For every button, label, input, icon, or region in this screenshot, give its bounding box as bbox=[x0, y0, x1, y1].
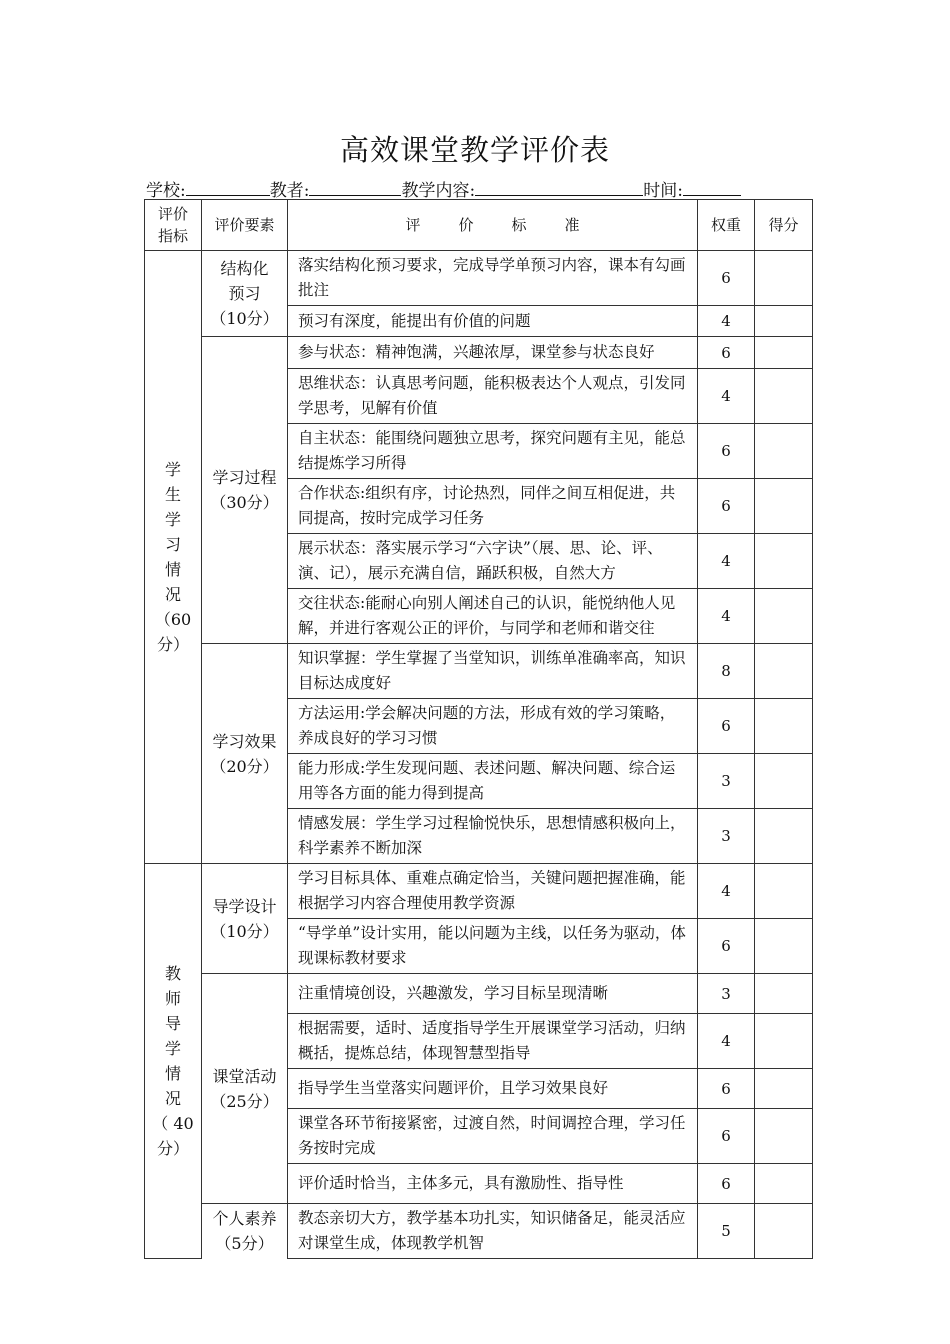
criteria-text: 指导学生当堂落实问题评价，且学习效果良好 bbox=[288, 1069, 698, 1109]
score-input-cell[interactable] bbox=[755, 1204, 813, 1259]
score-input-cell[interactable] bbox=[755, 699, 813, 754]
criteria-text: 能力形成:学生发现问题、表述问题、解决问题、综合运用等各方面的能力得到提高 bbox=[288, 754, 698, 809]
category-char: 况 bbox=[164, 1089, 181, 1108]
weight-value: 6 bbox=[698, 699, 755, 754]
weight-value: 6 bbox=[698, 424, 755, 479]
category-char: 情 bbox=[164, 1064, 181, 1083]
criteria-text: 知识掌握：学生掌握了当堂知识，训练单准确率高，知识目标达成度好 bbox=[288, 644, 698, 699]
element-name: 个人素养 bbox=[212, 1209, 277, 1229]
element-points: （10分） bbox=[210, 309, 279, 328]
category-char: 生 bbox=[164, 485, 181, 504]
criteria-text: 学习目标具体、重难点确定恰当，关键问题把握准确，能根据学习内容合理使用教学资源 bbox=[288, 864, 698, 919]
element-name: 学习效果 bbox=[212, 731, 277, 751]
criteria-text: 参与状态：精神饱满，兴趣浓厚，课堂参与状态良好 bbox=[288, 337, 698, 369]
score-input-cell[interactable] bbox=[755, 754, 813, 809]
school-field[interactable] bbox=[186, 179, 270, 196]
criteria-text: 注重情境创设，兴趣激发，学习目标呈现清晰 bbox=[288, 974, 698, 1014]
element-points: （5分） bbox=[215, 1234, 274, 1254]
criteria-text: 自主状态：能围绕问题独立思考，探究问题有主见，能总结提炼学习所得 bbox=[288, 424, 698, 479]
criteria-row bbox=[145, 644, 813, 699]
category-char: 情 bbox=[164, 560, 181, 579]
header-indicator: 评价指标 bbox=[145, 200, 202, 251]
criteria-text: “导学单”设计实用，能以问题为主线，以任务为驱动，体现课标教材要求 bbox=[288, 919, 698, 974]
criteria-row bbox=[145, 864, 813, 919]
category-points: （60分） bbox=[154, 610, 192, 654]
criteria-text: 思维状态：认真思考问题，能积极表达个人观点，引发同学思考，见解有价值 bbox=[288, 369, 698, 424]
weight-value: 4 bbox=[698, 534, 755, 589]
score-input-cell[interactable] bbox=[755, 644, 813, 699]
score-input-cell[interactable] bbox=[755, 974, 813, 1014]
weight-value: 4 bbox=[698, 589, 755, 644]
criteria-text: 评价适时恰当，主体多元，具有激励性、指导性 bbox=[288, 1164, 698, 1204]
teacher-label: 教者: bbox=[269, 181, 310, 201]
element-points: （30分） bbox=[210, 493, 279, 512]
category-char: 况 bbox=[164, 585, 181, 604]
score-input-cell[interactable] bbox=[755, 1069, 813, 1109]
weight-value: 6 bbox=[698, 251, 755, 306]
score-input-cell[interactable] bbox=[755, 809, 813, 864]
category-cell bbox=[145, 251, 202, 864]
category-char: 学 bbox=[164, 460, 181, 479]
weight-value: 6 bbox=[698, 919, 755, 974]
category-char: 导 bbox=[164, 1014, 181, 1033]
criteria-row bbox=[145, 974, 813, 1014]
weight-value: 4 bbox=[698, 1014, 755, 1069]
weight-value: 6 bbox=[698, 1164, 755, 1204]
header-score: 得分 bbox=[755, 200, 813, 251]
category-char: 教 bbox=[164, 964, 181, 983]
content-field[interactable] bbox=[475, 179, 643, 196]
score-input-cell[interactable] bbox=[755, 534, 813, 589]
category-char: 习 bbox=[164, 535, 181, 554]
criteria-text: 方法运用:学会解决问题的方法，形成有效的学习策略，养成良好的学习习惯 bbox=[288, 699, 698, 754]
time-label: 时间: bbox=[643, 181, 683, 201]
score-input-cell[interactable] bbox=[755, 589, 813, 644]
criteria-text: 落实结构化预习要求，完成导学单预习内容，课本有勾画批注 bbox=[288, 251, 698, 306]
weight-value: 4 bbox=[698, 306, 755, 337]
category-char: 学 bbox=[164, 1039, 181, 1058]
criteria-text: 情感发展：学生学习过程愉悦快乐，思想情感积极向上，科学素养不断加深 bbox=[288, 809, 698, 864]
weight-value: 3 bbox=[698, 974, 755, 1014]
weight-value: 4 bbox=[698, 864, 755, 919]
header-element: 评价要素 bbox=[202, 200, 288, 251]
element-cell bbox=[202, 251, 288, 337]
category-char: 学 bbox=[164, 510, 181, 529]
weight-value: 6 bbox=[698, 337, 755, 369]
header-weight: 权重 bbox=[698, 200, 755, 251]
criteria-row bbox=[145, 251, 813, 306]
criteria-text: 教态亲切大方，教学基本功扎实，知识储备足，能灵活应对课堂生成，体现教学机智 bbox=[288, 1204, 698, 1259]
score-input-cell[interactable] bbox=[755, 479, 813, 534]
weight-value: 3 bbox=[698, 754, 755, 809]
category-points: （ 40分） bbox=[152, 1114, 194, 1158]
evaluation-table bbox=[144, 199, 813, 1259]
criteria-text: 合作状态:组织有序，讨论热烈，同伴之间互相促进，共同提高，按时完成学习任务 bbox=[288, 479, 698, 534]
score-input-cell[interactable] bbox=[755, 424, 813, 479]
category-cell bbox=[145, 864, 202, 1259]
weight-value: 6 bbox=[698, 1109, 755, 1164]
school-label: 学校: bbox=[146, 181, 186, 201]
score-input-cell[interactable] bbox=[755, 337, 813, 369]
weight-value: 4 bbox=[698, 369, 755, 424]
score-input-cell[interactable] bbox=[755, 306, 813, 337]
criteria-text: 课堂各环节衔接紧密，过渡自然，时间调控合理，学习任务按时完成 bbox=[288, 1109, 698, 1164]
weight-value: 3 bbox=[698, 809, 755, 864]
element-cell bbox=[202, 337, 288, 644]
score-input-cell[interactable] bbox=[755, 1014, 813, 1069]
time-field[interactable] bbox=[683, 179, 741, 196]
page-title: 高效课堂教学评价表 bbox=[339, 133, 610, 167]
element-name: 导学设计 bbox=[212, 896, 277, 916]
element-name: 课堂活动 bbox=[212, 1066, 277, 1086]
score-input-cell[interactable] bbox=[755, 1164, 813, 1204]
score-input-cell[interactable] bbox=[755, 1109, 813, 1164]
score-input-cell[interactable] bbox=[755, 864, 813, 919]
score-input-cell[interactable] bbox=[755, 251, 813, 306]
element-points: （10分） bbox=[210, 921, 279, 941]
criteria-row bbox=[145, 337, 813, 369]
element-points: （20分） bbox=[210, 756, 279, 776]
header-criteria: 评价标准 bbox=[288, 200, 698, 251]
form-meta-line bbox=[146, 176, 846, 201]
criteria-text: 预习有深度，能提出有价值的问题 bbox=[288, 306, 698, 337]
category-char: 师 bbox=[164, 989, 181, 1008]
score-input-cell[interactable] bbox=[755, 919, 813, 974]
element-points: （25分） bbox=[210, 1091, 279, 1111]
criteria-row bbox=[145, 1204, 813, 1259]
criteria-text: 交往状态:能耐心向别人阐述自己的认识，能悦纳他人见解，并进行客观公正的评价，与同学和老师和谐交往 bbox=[288, 589, 698, 644]
element-cell bbox=[202, 1204, 288, 1259]
teacher-field[interactable] bbox=[309, 179, 401, 196]
weight-value: 5 bbox=[698, 1204, 755, 1259]
weight-value: 8 bbox=[698, 644, 755, 699]
element-cell bbox=[202, 644, 288, 864]
element-name: 学习过程 bbox=[212, 468, 277, 487]
element-cell bbox=[202, 864, 288, 974]
element-name: 结构化预习 bbox=[220, 259, 269, 303]
weight-value: 6 bbox=[698, 479, 755, 534]
score-input-cell[interactable] bbox=[755, 369, 813, 424]
criteria-text: 根据需要，适时、适度指导学生开展课堂学习活动，归纳概括，提炼总结，体现智慧型指导 bbox=[288, 1014, 698, 1069]
element-cell bbox=[202, 974, 288, 1204]
content-label: 教学内容: bbox=[401, 181, 476, 201]
criteria-text: 展示状态：落实展示学习“六字诀”（展、思、论、评、演、记），展示充满自信，踊跃积极，自然大方 bbox=[288, 534, 698, 589]
weight-value: 6 bbox=[698, 1069, 755, 1109]
